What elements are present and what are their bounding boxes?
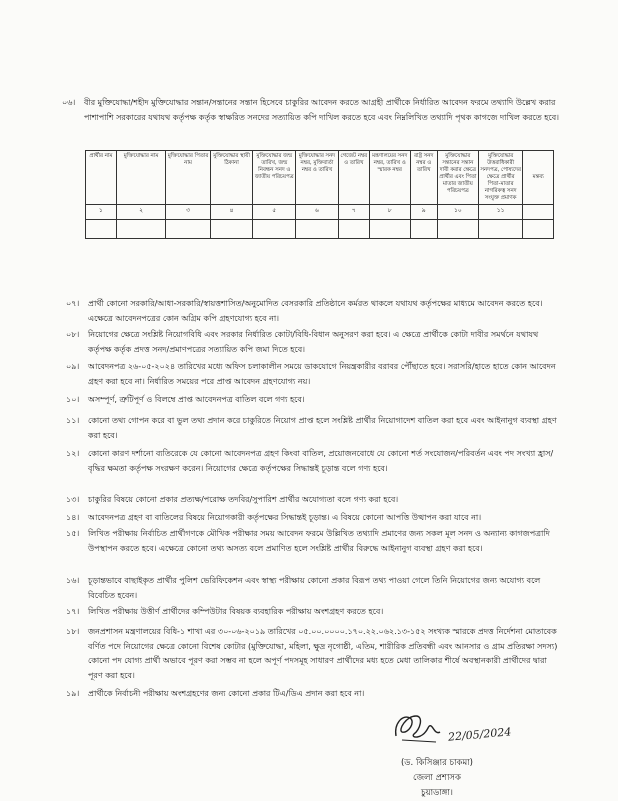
table-number-cell: ২	[116, 205, 166, 220]
table-header-cell: মন্ত্রণালয়ের সনদ নম্বর, তারিখ ও স্মারক নম্বর	[369, 151, 410, 205]
table-header-cell: মুক্তিযোদ্ধার সন্তানের সন্তান দাবী করার ক্ষেত্রে প্রার্থীর এবং পিতা মাতার জাতীয় পরিচয়পত্র	[437, 151, 478, 205]
clause-text: চাকুরির বিষয়ে কোনো প্রকার প্রত্যক্ষ/পরোক্ষ তদবির/সুপারিশ প্রার্থীর অযোগ্যতা বলে গণ্য করা হবে।	[88, 495, 399, 504]
clause-number: ১৮।	[66, 627, 80, 636]
clause-number: ১৫।	[66, 529, 80, 538]
table-cell	[210, 220, 253, 239]
table-header-cell: গেজেট নম্বর ও তারিখ	[338, 151, 369, 205]
table-cell	[253, 220, 296, 239]
clause-number: ১০।	[66, 395, 80, 404]
table-cell	[523, 220, 554, 239]
clause-number: ০৭।	[66, 299, 80, 308]
clause-18	[66, 625, 558, 683]
table-cell	[296, 220, 339, 239]
clause-17	[66, 605, 558, 620]
clause-number: ১৩।	[66, 495, 80, 504]
table-number-cell: ১০	[437, 205, 478, 220]
clause-text: নিয়োগের ক্ষেত্রে সংশ্লিষ্ট নিয়োগবিধি এবং সরকার নির্ধারিত কোটা/বিধি-বিধান অনুসরণ করা হবে। এ ক্ষেত্রে প্রার্থীকে কোটা দাবীর সমর্থনে যথাযথ কর্তৃপক্ষ কর্তৃক প্রদত্ত সনদ/প্রমাণপত্রের সত্যায়িত কপি জমা দিতে হবে।	[88, 330, 539, 354]
clause-19	[66, 687, 558, 702]
signatory-name: (ড. কিসিঞ্জার চাকমা)	[400, 758, 473, 768]
signature-scribble	[388, 706, 448, 756]
clause-number: ১৯।	[66, 689, 80, 698]
clause-number: ১১।	[66, 416, 80, 425]
table-cell	[166, 220, 210, 239]
clause-text: প্রার্থী কোনো সরকারি/আধা-সরকারি/স্বায়ত্তশাসিত/অনুমোদিত বেসরকারি প্রতিষ্ঠানে কর্মরত থাকলে যথাযথ কর্তৃপক্ষের মাধ্যমে আবেদন করতে হবে। এক্ষেত্রে আবেদনপত্রের কোন অগ্রিম কপি গ্রহণযোগ্য হবে না।	[88, 299, 543, 323]
table-number-cell: ৯	[410, 205, 437, 220]
table-number-cell: ৩	[166, 205, 210, 220]
clause-07	[66, 297, 558, 326]
clause-text: কোনো তথ্য গোপন করে বা ভুল তথ্য প্রদান করে চাকুরিতে নিয়োগ প্রাপ্ত হলে সংশ্লিষ্ট প্রার্থীর নিয়োগাদেশ বাতিল করা হবে এবং আইনানুগ ব্যবস্থা গ্রহণ করা হবে।	[88, 416, 557, 440]
table-number-cell: ৬	[296, 205, 339, 220]
clause-text: লিখিত পরীক্ষায় নির্বাচিত প্রার্থীগণকে মৌখিক পরীক্ষার সময় আবেদন ফরমে উল্লিখিত তথ্যাদি প্রমাণের জন্য সকল মূল সনদ ও অন্যান্য কাগজপত্রাদি উপস্থাপন করতে হবে। এক্ষেত্রে কোনো তথ্য অসত্য বলে প্রমাণিত হলে সংশ্লিষ্ট প্রার্থীর বিরুদ্ধে আইনানুগ ব্যবস্থা গ্রহণ করা হবে।	[88, 529, 550, 553]
clause-13	[66, 493, 558, 508]
clause-number: ০৮।	[66, 330, 80, 339]
table-header-cell: মুক্তিযোদ্ধার জন্ম তারিখ, জন্ম নিবন্ধন সনদ ও জাতীয় পরিচয়পত্র	[253, 151, 296, 205]
clause-text: লিখিত পরীক্ষায় উত্তীর্ণ প্রার্থীদের কম্পিউটার বিষয়ক ব্যবহারিক পরীক্ষায় অংশগ্রহণ করতে হবে।	[88, 607, 384, 616]
table-number-cell: ৫	[253, 205, 296, 220]
signature-date: 22/05/2024	[447, 725, 512, 744]
table-header-cell: রাষ্ট্র সনদ নম্বর ও তারিখ	[410, 151, 437, 205]
clause-number: ০৬।	[62, 98, 76, 107]
clause-number: ১৭।	[66, 607, 80, 616]
clause-number: ০৯।	[66, 362, 80, 371]
clause-text: কোনো কারণ দর্শানো ব্যতিরেকে যে কোনো আবেদনপত্র গ্রহণ কিংবা বাতিল, প্রয়োজনবোধে যে কোনো শর্ত সংযোজন/পরিবর্তন এবং পদ সংখ্যা হ্রাস/বৃদ্ধির ক্ষমতা কর্তৃপক্ষ সংরক্ষণ করেন। নিয়োগের ক্ষেত্রে কর্তৃপক্ষের সিদ্ধান্তই চূড়ান্ত বলে গণ্য হবে।	[88, 449, 554, 473]
table-cell	[410, 220, 437, 239]
clause-15	[66, 527, 558, 556]
table-number-cell: ১১	[478, 205, 523, 220]
table-number-cell: ১	[86, 205, 117, 220]
table-cell	[478, 220, 523, 239]
clause-text: জনপ্রশাসন মন্ত্রণালয়ের বিধি-১ শাখা এর ৩০-০৬-২০১৯ তারিখের ০৫.০০.০০০০.১৭০.২২.০৬২.১৩-১৫২ সংখ্যক স্মারকে প্রদত্ত নির্দেশনা মোতাবেক বর্ণিত পদে নিয়োগের ক্ষেত্রে কোনো বিশেষ কোটার (মুক্তিযোদ্ধা, মহিলা, ক্ষুদ্র নৃগোষ্ঠী, এতিম, শারীরিক প্রতিবন্ধী এবং আনসার ও গ্রাম প্রতিরক্ষা সদস্য) কোনো পদ যোগ্য প্রার্থী অভাবে পূরণ করা সম্ভব না হলে অপূর্ণ পদসমূহ সাধারণ প্রার্থীদের মধ্য হতে মেধা তালিকার শীর্ষে অবস্থানকারী প্রার্থীদের দ্বারা পূরণ করা হবে।	[88, 627, 558, 680]
clause-number: ১২।	[66, 449, 80, 458]
clause-09	[66, 360, 558, 389]
table-number-cell: ৮	[369, 205, 410, 220]
signatory-designation: জেলা প্রশাসক	[413, 773, 461, 783]
clause-text: অসম্পূর্ণ, ত্রুটিপূর্ণ ও বিলম্বে প্রাপ্ত আবেদনপত্র বাতিল বলে গণ্য হবে।	[88, 395, 305, 404]
clause-text: চূড়ান্তভাবে বাছাইকৃত প্রার্থীর পুলিশ ভেরিফিকেশন এবং স্বাস্থ্য পরীক্ষায় কোনো প্রকার বিরূপ তথ্য পাওয়া গেলে তিনি নিয়োগের জন্য অযোগ্য বলে বিবেচিত হবেন।	[88, 576, 541, 600]
table-header-cell: মুক্তিযোদ্ধার পিতার নাম	[166, 151, 210, 205]
table-cell	[86, 220, 117, 239]
table-header-cell: মুক্তিযোদ্ধার নাম	[116, 151, 166, 205]
table-header-cell: মুক্তিযোদ্ধার সনদ নম্বর, মুক্তিবার্তা নম্বর ও তারিখ	[296, 151, 339, 205]
table-header-cell: মুক্তিযোদ্ধার স্থায়ী ঠিকানা	[210, 151, 253, 205]
clause-16	[66, 574, 558, 603]
clause-08	[66, 328, 558, 357]
clause-number: ১৬।	[66, 576, 80, 585]
clause-10	[66, 393, 558, 408]
table-header-row	[86, 151, 554, 205]
table-number-row	[86, 205, 554, 220]
clause-number: ১৪।	[66, 513, 80, 522]
table-number-cell: ৪	[210, 205, 253, 220]
table-header-cell: প্রার্থীর নাম	[86, 151, 117, 205]
table-cell	[369, 220, 410, 239]
clause-06	[62, 96, 560, 125]
table-header-cell: মুক্তিযোদ্ধার উত্তরাধিকারী সনদপত্র, পোষ্যদের ক্ষেত্রে প্রার্থীর পিতা-মাতার নাগরিকত্ব সনদ সংযুক্ত প্রমাণক	[478, 151, 523, 205]
clause-14	[66, 511, 558, 526]
table-number-cell	[523, 205, 554, 220]
signatory-district: চুয়াডাঙ্গা।	[421, 788, 453, 798]
table-blank-row	[86, 220, 554, 239]
clause-text: বীর মুক্তিযোদ্ধা/শহীদ মুক্তিযোদ্ধার সন্তান/সন্তানের সন্তান হিসেবে চাকুরির আবেদন করতে আগ্রহী প্রার্থীকে নির্ধারিত আবেদন ফরমে তথ্যাদি উল্লেখ করার পাশাপাশি সরকারের যথাযথ কর্তৃপক্ষ কর্তৃক স্বাক্ষরিত সনদের সত্যায়িত কপি দাখিল করতে হবে এবং নিম্নলিখিত তথ্যাদি পৃথক কাগজে দাখিল করতে হবে।	[84, 98, 560, 122]
table-number-cell: ৭	[338, 205, 369, 220]
table-cell	[338, 220, 369, 239]
table-header-cell: মন্তব্য	[523, 151, 554, 205]
clause-text: আবেদনপত্র গ্রহণ বা বাতিলের বিষয়ে নিয়োগকারী কর্তৃপক্ষের সিদ্ধান্তই চূড়ান্ত। এ বিষয়ে কোনো আপত্তি উত্থাপন করা যাবে না।	[88, 513, 482, 522]
table-cell	[116, 220, 166, 239]
clause-text: আবেদনপত্র ২৬-০৫-২০২৪ তারিখের মধ্যে অফিস চলাকালীন সময়ে ডাকযোগে নিয়ন্ত্রকারীর বরাবর পৌঁছাতে হবে। সরাসরি/হাতে হাতে কোন আবেদন গ্রহণ করা হবে না। নির্ধারিত সময়ের পরে প্রাপ্ত আবেদন গ্রহণযোগ্য নয়।	[88, 362, 556, 386]
freedom-fighter-info-table	[85, 150, 554, 239]
table-cell	[437, 220, 478, 239]
clause-12	[66, 447, 558, 476]
clause-11	[66, 414, 558, 443]
clause-text: প্রার্থীকে নির্বাচনী পরীক্ষায় অংশগ্রহণের জন্য কোনো প্রকার টিএ/ডিএ প্রদান করা হবে না।	[88, 689, 365, 698]
